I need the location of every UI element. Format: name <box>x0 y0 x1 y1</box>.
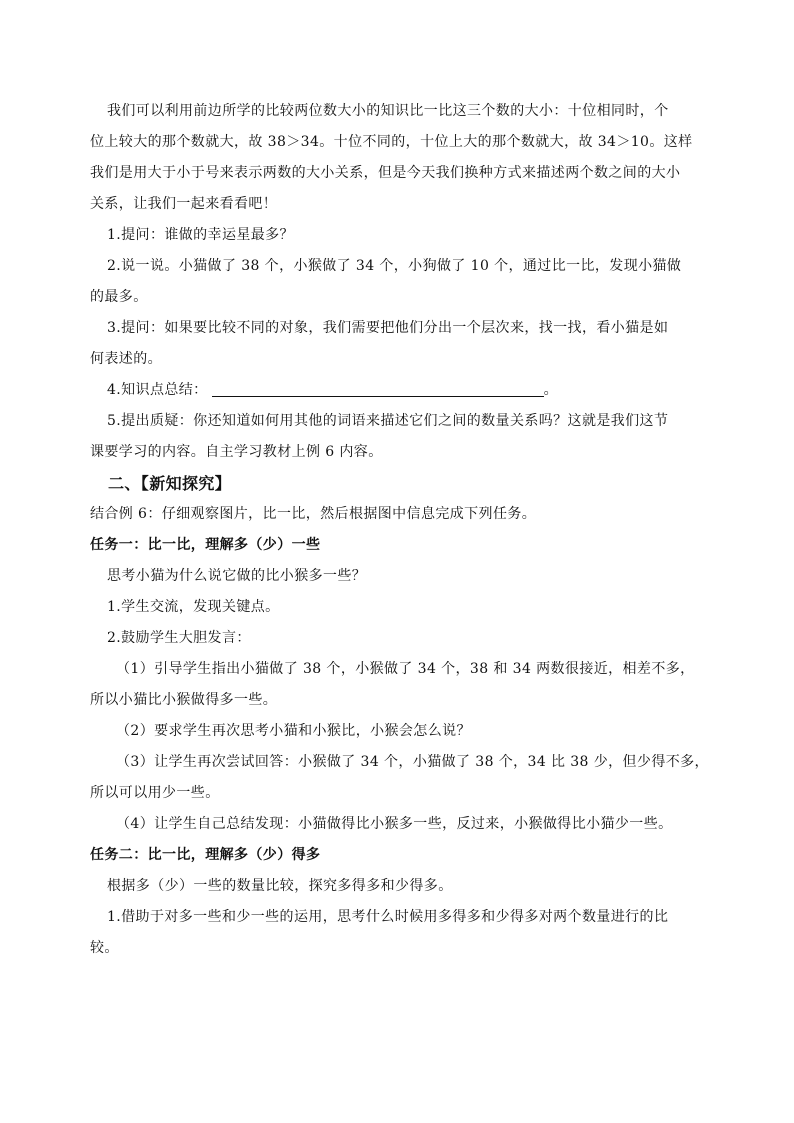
task1-sub-1-cont: 所以小猫比小猴做得多一些。 <box>90 692 278 708</box>
paragraph-line: 关系，让我们一起来看看吧！ <box>90 196 278 212</box>
paragraph-line: 我们是用大于小于号来表示两数的大小关系，但是今天我们换种方式来描述两个数之间的大小 <box>90 165 681 181</box>
knowledge-summary <box>90 375 720 406</box>
task1-item-1: 1.学生交流，发现关键点。 <box>107 599 280 615</box>
section-title: 二、【新知探究】 <box>108 474 232 493</box>
task1-sub-2: （2）要求学生再次思考小猫和小猴比，小猴会怎么说？ <box>116 723 471 739</box>
task1-sub-4: （4）让学生自己总结发现：小猫做得比小猴多一些，反过来，小猴做得比小猫少一些。 <box>116 816 673 832</box>
step-2-cont: 的最多。 <box>90 289 148 305</box>
document-page <box>90 96 720 964</box>
step-3: 3.提问：如果要比较不同的对象，我们需要把他们分出一个层次来，找一找，看小猫是如 <box>107 320 669 336</box>
task1-sub-3-cont: 所以可以用少一些。 <box>90 785 220 801</box>
step-3-cont: 何表述的。 <box>90 351 162 367</box>
task2-item-1-cont: 较。 <box>90 940 119 956</box>
task1-question: 思考小猫为什么说它做的比小猴多一些？ <box>107 568 367 584</box>
knowledge-summary-end: 。 <box>543 382 558 398</box>
step-5-cont: 课要学习的内容。自主学习教材上例 6 内容。 <box>90 444 383 460</box>
paragraph-line: 我们可以利用前边所学的比较两位数大小的知识比一比这三个数的大小：十位相同时，个 <box>107 103 669 119</box>
step-2: 2.说一说。小猫做了 38 个，小猴做了 34 个，小狗做了 10 个，通过比一比，发现小猫做 <box>107 258 682 274</box>
step-5: 5.提出质疑：你还知道如何用其他的词语来描述它们之间的数量关系吗？这就是我们这节 <box>107 413 669 429</box>
paragraph-line: 位上较大的那个数就大，故 38＞34。十位不同的，十位上大的那个数就大，故 34＞10。这样 <box>90 134 693 150</box>
step-1: 1.提问：谁做的幸运星最多？ <box>107 227 294 243</box>
task1-title: 任务一：比一比，理解多（少）一些 <box>90 537 321 553</box>
knowledge-summary-label: 4.知识点总结： <box>107 382 208 398</box>
section-intro: 结合例 6：仔细观察图片，比一比，然后根据图中信息完成下列任务。 <box>90 506 537 522</box>
task1-sub-3: （3）让学生再次尝试回答：小猴做了 34 个，小猫做了 38 个，34 比 38 少，但少得不多， <box>116 754 709 770</box>
task2-item-1: 1.借助于对多一些和少一些的运用，思考什么时候用多得多和少得多对两个数量进行的比 <box>107 909 669 925</box>
fill-in-blank[interactable] <box>212 380 544 397</box>
task1-sub-1: （1）引导学生指出小猫做了 38 个，小猴做了 34 个，38 和 34 两数很接近，相差不多， <box>116 661 695 677</box>
task2-title: 任务二：比一比，理解多（少）得多 <box>90 847 321 863</box>
task1-item-2: 2.鼓励学生大胆发言： <box>107 630 251 646</box>
task2-intro: 根据多（少）一些的数量比较，探究多得多和少得多。 <box>107 878 453 894</box>
